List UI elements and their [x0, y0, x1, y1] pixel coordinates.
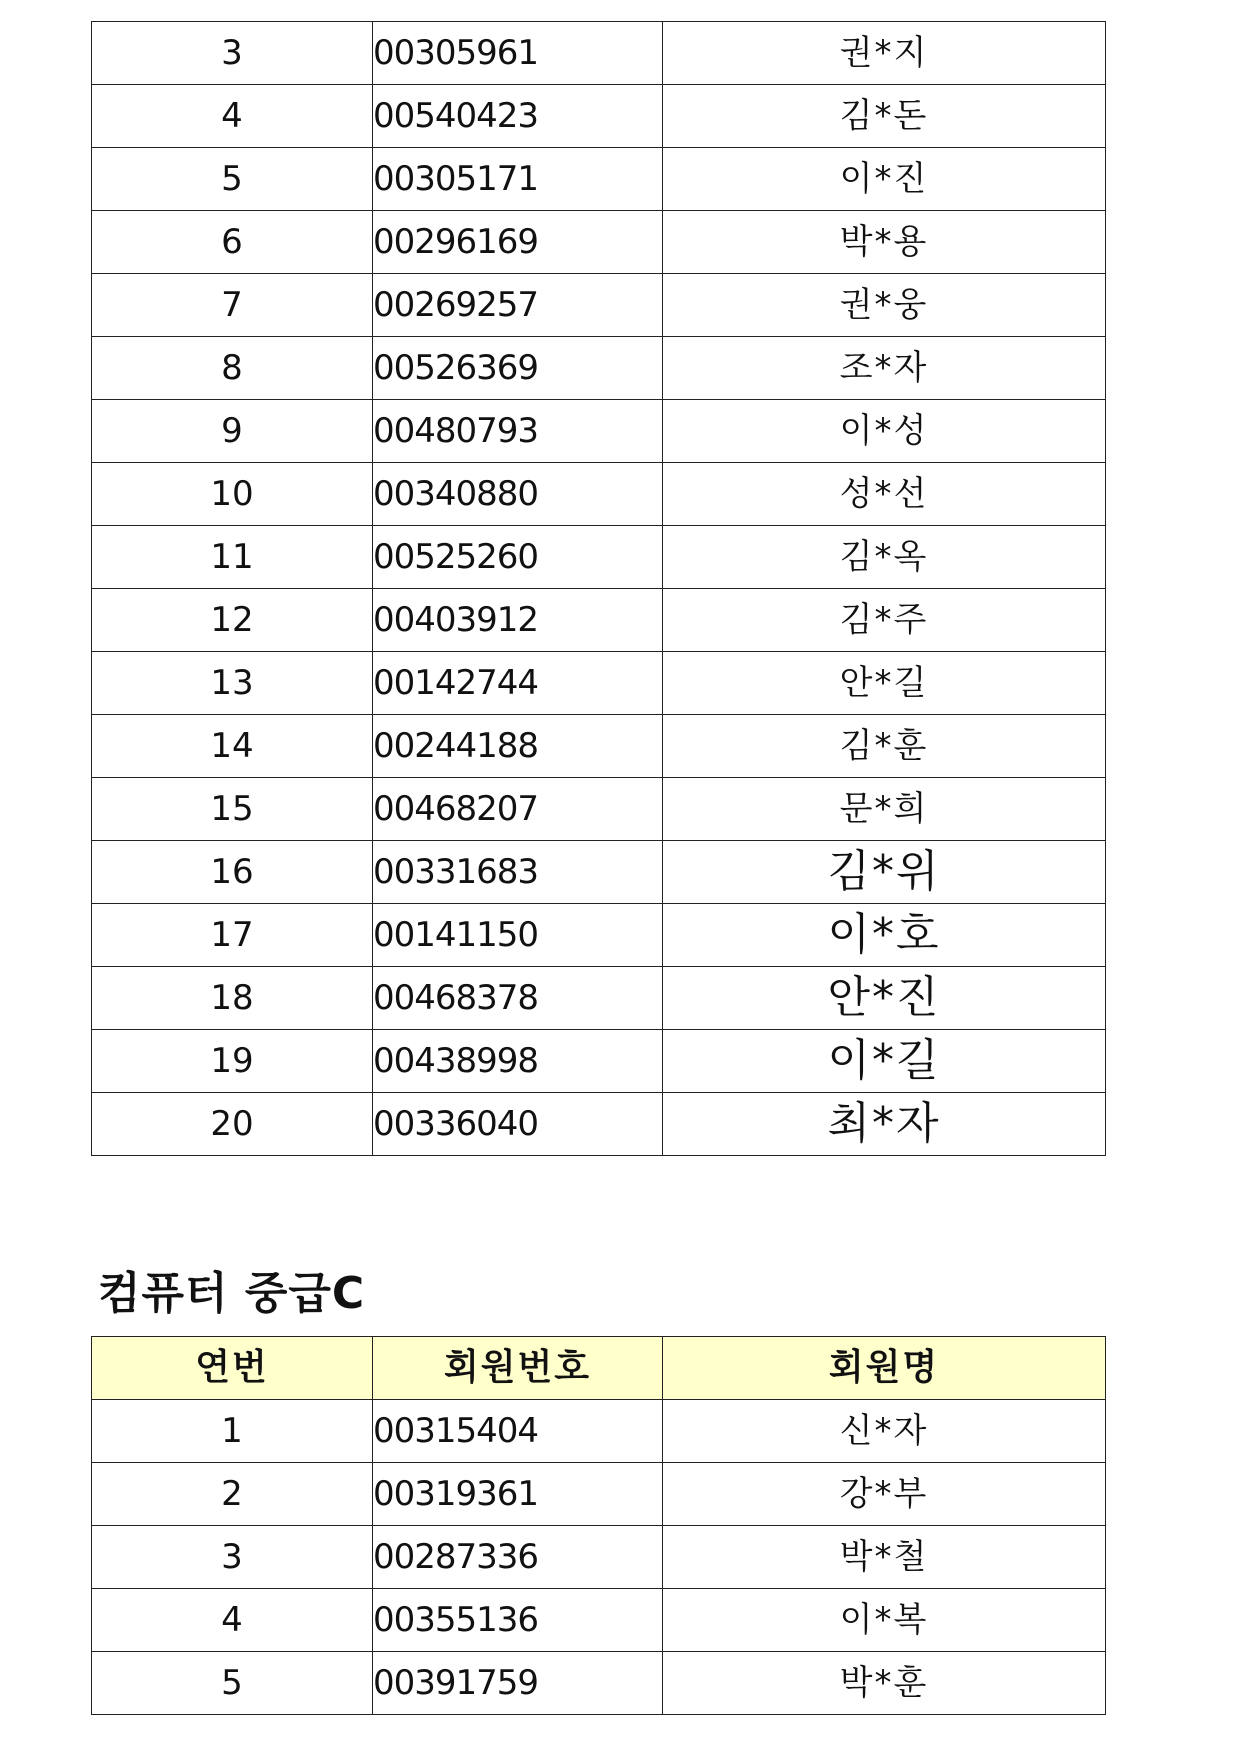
member-id: 00468207 [373, 778, 663, 841]
member-id: 00336040 [373, 1093, 663, 1156]
row-number: 4 [92, 1589, 373, 1652]
row-number: 4 [92, 85, 373, 148]
row-number: 1 [92, 1400, 373, 1463]
row-number: 2 [92, 1463, 373, 1526]
row-number: 15 [92, 778, 373, 841]
member-id: 00391759 [373, 1652, 663, 1715]
column-header-number: 연번 [92, 1337, 373, 1400]
member-id: 00141150 [373, 904, 663, 967]
member-table-top [91, 21, 1106, 1156]
member-name: 안*진 [663, 967, 1106, 1030]
row-number: 8 [92, 337, 373, 400]
member-name: 안*길 [663, 652, 1106, 715]
row-number: 10 [92, 463, 373, 526]
row-number: 3 [92, 1526, 373, 1589]
table-row [92, 904, 1106, 967]
table-row [92, 715, 1106, 778]
row-number: 19 [92, 1030, 373, 1093]
member-id: 00540423 [373, 85, 663, 148]
member-name: 성*선 [663, 463, 1106, 526]
table-row [92, 778, 1106, 841]
row-number: 12 [92, 589, 373, 652]
member-id: 00438998 [373, 1030, 663, 1093]
member-name: 이*복 [663, 1589, 1106, 1652]
table-row [92, 22, 1106, 85]
table-row [92, 1093, 1106, 1156]
member-id: 00331683 [373, 841, 663, 904]
row-number: 3 [92, 22, 373, 85]
row-number: 5 [92, 148, 373, 211]
member-id: 00269257 [373, 274, 663, 337]
member-name: 이*성 [663, 400, 1106, 463]
member-id: 00525260 [373, 526, 663, 589]
member-name: 박*용 [663, 211, 1106, 274]
member-id: 00319361 [373, 1463, 663, 1526]
member-id: 00480793 [373, 400, 663, 463]
table-row [92, 589, 1106, 652]
row-number: 13 [92, 652, 373, 715]
member-name: 김*훈 [663, 715, 1106, 778]
member-name: 조*자 [663, 337, 1106, 400]
member-name: 박*훈 [663, 1652, 1106, 1715]
row-number: 16 [92, 841, 373, 904]
member-name: 최*자 [663, 1093, 1106, 1156]
member-id: 00287336 [373, 1526, 663, 1589]
table-row [92, 463, 1106, 526]
table-row [92, 1030, 1106, 1093]
row-number: 20 [92, 1093, 373, 1156]
member-name: 문*희 [663, 778, 1106, 841]
member-name: 이*진 [663, 148, 1106, 211]
table-row [92, 1526, 1106, 1589]
column-header-member-id: 회원번호 [373, 1337, 663, 1400]
member-id: 00355136 [373, 1589, 663, 1652]
member-id: 00315404 [373, 1400, 663, 1463]
member-name: 김*주 [663, 589, 1106, 652]
table-row [92, 526, 1106, 589]
header-row [92, 1337, 1106, 1400]
table-row [92, 1400, 1106, 1463]
table-row [92, 337, 1106, 400]
member-id: 00468378 [373, 967, 663, 1030]
row-number: 5 [92, 1652, 373, 1715]
row-number: 6 [92, 211, 373, 274]
member-name: 권*웅 [663, 274, 1106, 337]
table-row [92, 85, 1106, 148]
row-number: 9 [92, 400, 373, 463]
member-name: 강*부 [663, 1463, 1106, 1526]
table-row [92, 841, 1106, 904]
table-row [92, 274, 1106, 337]
table-row [92, 1463, 1106, 1526]
row-number: 11 [92, 526, 373, 589]
row-number: 14 [92, 715, 373, 778]
member-id: 00305961 [373, 22, 663, 85]
table-row [92, 400, 1106, 463]
member-name: 권*지 [663, 22, 1106, 85]
member-id: 00305171 [373, 148, 663, 211]
member-id: 00526369 [373, 337, 663, 400]
row-number: 18 [92, 967, 373, 1030]
table-row [92, 211, 1106, 274]
row-number: 7 [92, 274, 373, 337]
member-id: 00296169 [373, 211, 663, 274]
member-name: 김*위 [663, 841, 1106, 904]
member-id: 00340880 [373, 463, 663, 526]
member-id: 00403912 [373, 589, 663, 652]
table-row [92, 1652, 1106, 1715]
table-row [92, 148, 1106, 211]
member-name: 김*돈 [663, 85, 1106, 148]
table-row [92, 1589, 1106, 1652]
column-header-member-name: 회원명 [663, 1337, 1106, 1400]
member-name: 신*자 [663, 1400, 1106, 1463]
row-number: 17 [92, 904, 373, 967]
member-id: 00142744 [373, 652, 663, 715]
member-name: 이*길 [663, 1030, 1106, 1093]
member-name: 이*호 [663, 904, 1106, 967]
member-table-bottom [91, 1336, 1106, 1715]
section-title: 컴퓨터 중급C [98, 1268, 366, 1319]
member-name: 김*옥 [663, 526, 1106, 589]
table-row [92, 652, 1106, 715]
member-id: 00244188 [373, 715, 663, 778]
member-name: 박*철 [663, 1526, 1106, 1589]
table-row [92, 967, 1106, 1030]
